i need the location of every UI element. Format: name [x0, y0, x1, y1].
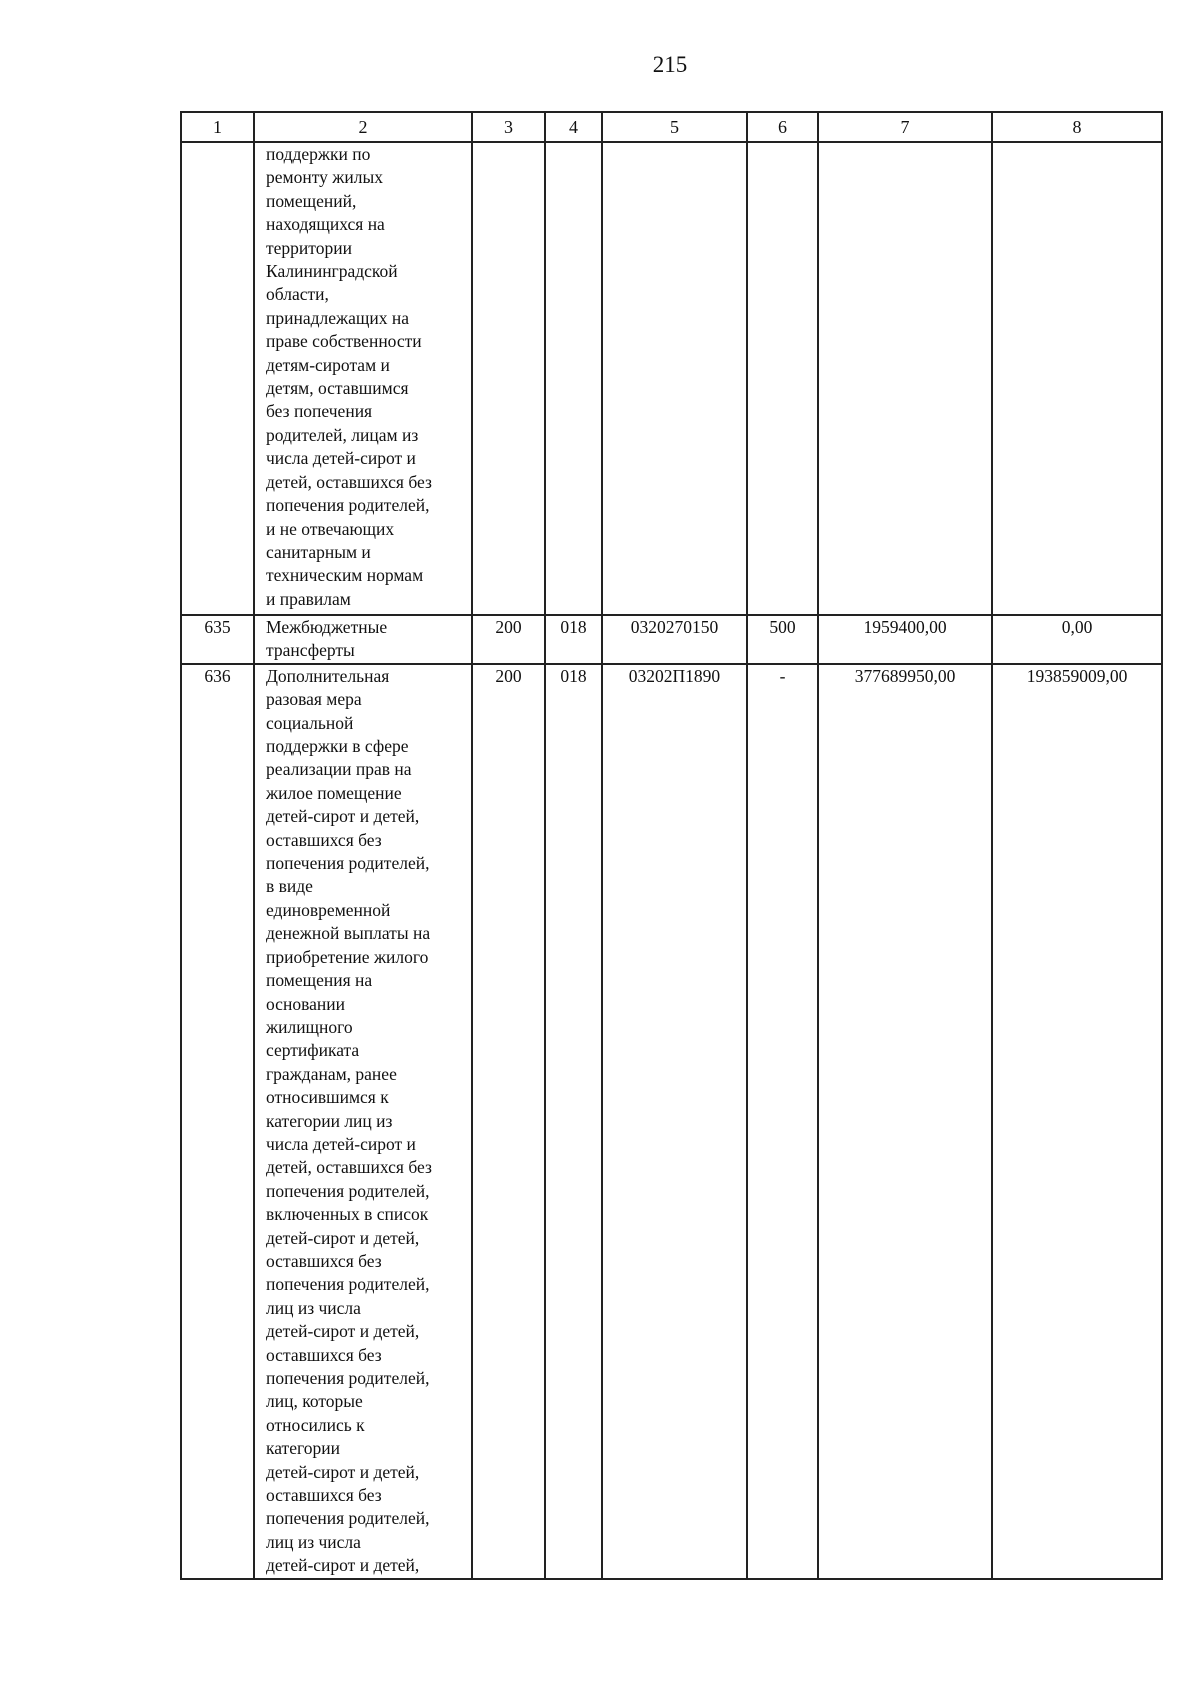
col5-cell: [602, 142, 747, 615]
col7-cell: [818, 142, 992, 615]
description-line: Дополнительная: [266, 665, 390, 686]
description-line: детей-сирот и детей,: [266, 1461, 420, 1482]
table-row: [181, 615, 1162, 664]
description-line: категории лиц из: [266, 1110, 393, 1131]
description-line: ремонту жилых: [266, 167, 383, 188]
col4-cell: 018: [545, 664, 602, 1579]
description-cell: [254, 615, 472, 664]
description-line: области,: [266, 284, 329, 305]
description-line: и правилам: [266, 588, 351, 609]
description-line: находящихся на: [266, 214, 385, 235]
col5-cell: 03202П1890: [602, 664, 747, 1579]
description-line: трансферты: [266, 640, 355, 661]
column-header: 6: [747, 112, 818, 142]
col5-cell: 0320270150: [602, 615, 747, 664]
col6-cell: [747, 142, 818, 615]
description-line: числа детей-сирот и: [266, 1133, 416, 1154]
description-line: гражданам, ранее: [266, 1063, 397, 1084]
description-line: попечения родителей,: [266, 495, 430, 516]
col8-cell: 0,00: [992, 615, 1162, 664]
description-line: реализации прав на: [266, 759, 412, 780]
description-line: лиц из числа: [266, 1297, 361, 1318]
description-line: оставшихся без: [266, 1485, 382, 1506]
description-line: техническим нормам: [266, 565, 424, 586]
description-line: детей-сирот и детей,: [266, 806, 420, 827]
column-header: 3: [472, 112, 545, 142]
col8-cell: [992, 142, 1162, 615]
description-line: детей, оставшихся без: [266, 1157, 432, 1178]
description-line: жилое помещение: [266, 782, 402, 803]
description-line: детей-сирот и детей,: [266, 1227, 420, 1248]
description-line: лиц, которые: [266, 1391, 363, 1412]
description-line: лиц из числа: [266, 1531, 361, 1552]
description-line: детей, оставшихся без: [266, 471, 432, 492]
column-header: 4: [545, 112, 602, 142]
description-line: включенных в список: [266, 1204, 429, 1225]
description-line: основании: [266, 993, 345, 1014]
col4-cell: [545, 142, 602, 615]
description-line: помещений,: [266, 190, 357, 211]
col7-cell: 377689950,00: [818, 664, 992, 1579]
col6-cell: -: [747, 664, 818, 1579]
col4-cell: 018: [545, 615, 602, 664]
description-line: территории: [266, 237, 352, 258]
row-number-cell: [181, 142, 254, 615]
description-line: и не отвечающих: [266, 518, 395, 539]
col3-cell: 200: [472, 615, 545, 664]
column-header: 1: [181, 112, 254, 142]
column-header: 7: [818, 112, 992, 142]
description-line: попечения родителей,: [266, 1274, 430, 1295]
description-line: оставшихся без: [266, 829, 382, 850]
description-cell: [254, 664, 472, 1579]
description-line: относились к: [266, 1414, 365, 1435]
column-header: 5: [602, 112, 747, 142]
description-line: разовая мера: [266, 689, 362, 710]
table-header-row: [181, 112, 1162, 142]
description-line: сертификата: [266, 1040, 360, 1061]
description-line: попечения родителей,: [266, 1180, 430, 1201]
description-line: поддержки по: [266, 144, 371, 164]
page-number: 215: [652, 52, 688, 77]
description-line: денежной выплаты на: [266, 923, 431, 944]
description-line: Калининградской: [266, 261, 398, 282]
description-line: Межбюджетные: [266, 617, 388, 637]
description-line: праве собственности: [266, 331, 422, 352]
description-line: детей-сирот и детей,: [266, 1321, 420, 1342]
row-number-cell: 636: [181, 664, 254, 1579]
col6-cell: 500: [747, 615, 818, 664]
description-line: попечения родителей,: [266, 1368, 430, 1388]
table-row: [181, 142, 1162, 615]
col3-cell: [472, 142, 545, 615]
col7-cell: 1959400,00: [818, 615, 992, 664]
description-line: приобретение жилого: [266, 946, 429, 967]
row-number-cell: 635: [181, 615, 254, 664]
description-line: без попечения: [266, 401, 373, 422]
description-line: помещения на: [266, 970, 373, 991]
description-line: принадлежащих на: [266, 307, 409, 328]
description-line: санитарным и: [266, 541, 371, 562]
column-header: 8: [992, 112, 1162, 142]
description-line: поддержки в сфере: [266, 736, 409, 757]
description-line: попечения родителей,: [266, 853, 430, 874]
table-row: [181, 664, 1162, 1579]
description-line: социальной: [266, 712, 354, 733]
description-line: относившимся к: [266, 1087, 389, 1108]
description-line: в виде: [266, 876, 313, 897]
description-line: оставшихся без: [266, 1250, 382, 1271]
budget-table: [180, 111, 1163, 1580]
description-line: категории: [266, 1438, 340, 1459]
description-line: родителей, лицам из: [266, 424, 419, 445]
description-line: детям, оставшимся: [266, 378, 409, 399]
col8-cell: 193859009,00: [992, 664, 1162, 1579]
description-cell: [254, 142, 472, 615]
col3-cell: 200: [472, 664, 545, 1579]
description-line: единовременной: [266, 899, 391, 920]
column-header: 2: [254, 112, 472, 142]
description-line: детям-сиротам и: [266, 354, 390, 375]
description-line: оставшихся без: [266, 1344, 382, 1365]
description-line: попечения родителей,: [266, 1508, 430, 1529]
description-line: жилищного: [266, 1016, 353, 1037]
description-line: детей-сирот и детей,: [266, 1555, 420, 1576]
description-line: числа детей-сирот и: [266, 448, 416, 469]
